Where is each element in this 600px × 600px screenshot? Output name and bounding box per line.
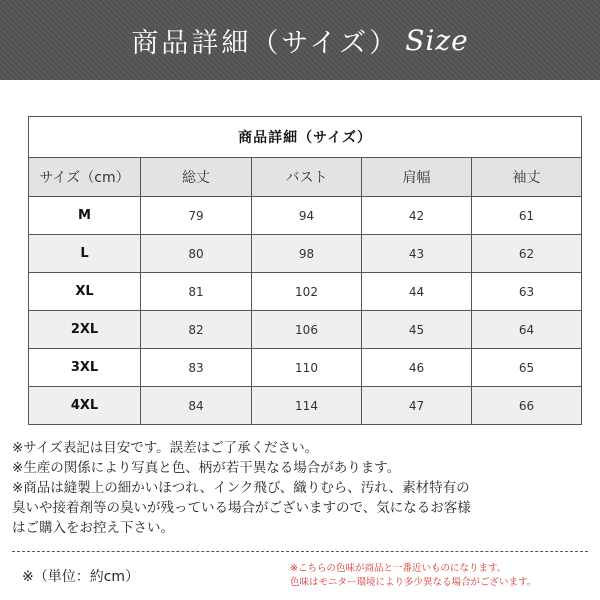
shoulder-cell: 46 (362, 349, 472, 387)
shoulder-cell: 43 (362, 235, 472, 273)
note-line: ※サイズ表記は目安です。誤差はご了承ください。 (12, 440, 319, 456)
length-cell: 82 (141, 311, 252, 349)
bust-cell: 114 (252, 387, 362, 425)
size-cell: XL (29, 273, 141, 311)
header-bust: バスト (252, 158, 362, 197)
table-row (29, 311, 582, 349)
note-line: 臭いや接着剤等の臭いが残っている場合がございますので、気になるお客様 (12, 500, 471, 516)
dashed-divider (12, 551, 588, 552)
bust-cell: 94 (252, 197, 362, 235)
shoulder-cell: 45 (362, 311, 472, 349)
banner-script-label: Size (405, 23, 469, 57)
title-banner (0, 0, 600, 80)
table-row (29, 387, 582, 425)
bust-cell: 106 (252, 311, 362, 349)
size-cell: 3XL (29, 349, 141, 387)
table-header-row (29, 158, 582, 197)
table-caption: 商品詳細（サイズ） (29, 117, 582, 158)
shoulder-cell: 44 (362, 273, 472, 311)
sleeve-cell: 62 (472, 235, 582, 273)
table-row (29, 273, 582, 311)
note-line: ※商品は縫製上の細かいほつれ、インク飛び、織りむら、汚れ、素材特有の (12, 480, 470, 496)
header-shoulder: 肩幅 (362, 158, 472, 197)
header-length: 総丈 (141, 158, 252, 197)
disclaimer-line: ※こちらの色味が商品と一番近いものになります。 (290, 563, 507, 574)
table-row (29, 235, 582, 273)
table-row (29, 197, 582, 235)
length-cell: 79 (141, 197, 252, 235)
sleeve-cell: 64 (472, 311, 582, 349)
length-cell: 81 (141, 273, 252, 311)
size-cell: 4XL (29, 387, 141, 425)
header-sleeve: 袖丈 (472, 158, 582, 197)
notes-block (12, 438, 592, 538)
bust-cell: 98 (252, 235, 362, 273)
color-disclaimer (290, 562, 595, 590)
bust-cell: 102 (252, 273, 362, 311)
sleeve-cell: 61 (472, 197, 582, 235)
sleeve-cell: 63 (472, 273, 582, 311)
bust-cell: 110 (252, 349, 362, 387)
note-line: ※生産の関係により写真と色、柄が若干異なる場合があります。 (12, 460, 401, 476)
length-cell: 83 (141, 349, 252, 387)
table-row (29, 349, 582, 387)
sleeve-cell: 66 (472, 387, 582, 425)
banner-title: 商品詳細（サイズ） (131, 27, 400, 59)
size-cell: M (29, 197, 141, 235)
length-cell: 80 (141, 235, 252, 273)
length-cell: 84 (141, 387, 252, 425)
unit-label: ※（単位：約cm） (22, 569, 140, 585)
size-cell: 2XL (29, 311, 141, 349)
shoulder-cell: 47 (362, 387, 472, 425)
sleeve-cell: 65 (472, 349, 582, 387)
disclaimer-line: 色味はモニター環境により多少異なる場合がございます。 (290, 577, 537, 588)
note-line: はご購入をお控え下さい。 (12, 520, 174, 536)
shoulder-cell: 42 (362, 197, 472, 235)
size-table (28, 116, 582, 425)
size-cell: L (29, 235, 141, 273)
header-size: サイズ（cm） (29, 158, 141, 197)
